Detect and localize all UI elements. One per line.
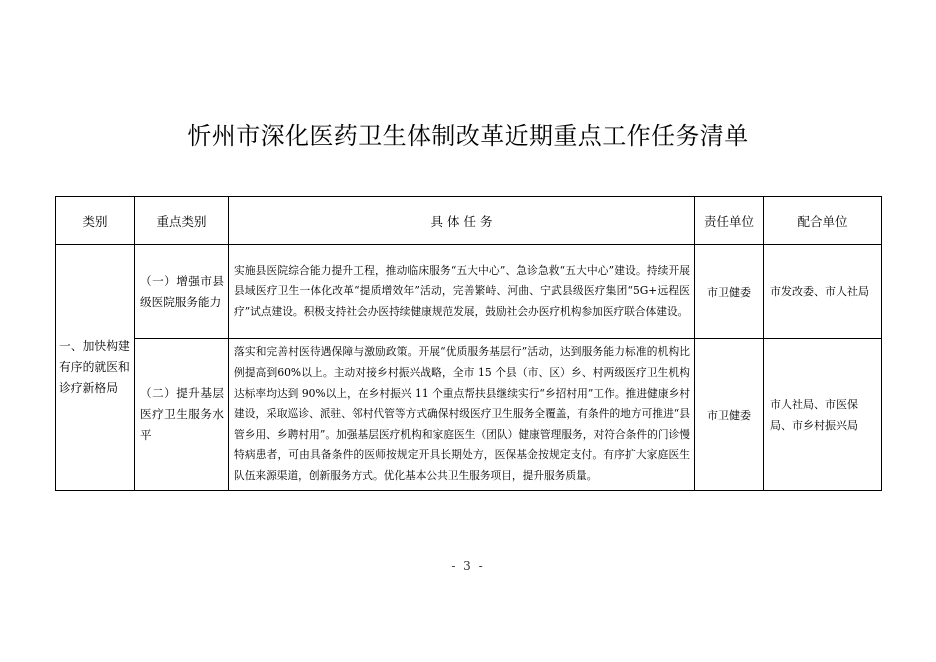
task-table [55,196,882,491]
responsible-text: 市卫健委 [707,408,751,422]
focus-text: （一）增强市县级医院服务能力 [140,273,224,309]
task-text: 实施县医院综合能力提升工程，推动临床服务“五大中心”、急诊急救“五大中心”建设。持续开展县域医疗卫生一体化改革“提质增效年”活动，完善繁峙、河曲、宁武县级医疗集团“5G+远程医疗”试点建设。积极支持社会办医持续健康规范发展，鼓励社会办医疗机构参加医疗联合体建设。 [234,263,690,318]
focus-cell [135,245,229,339]
category-cell [56,245,135,491]
task-cell [229,339,695,491]
header-focus: 重点类别 [135,197,229,245]
responsible-cell [695,245,764,339]
table-row [56,245,882,339]
header-responsible: 责任单位 [695,197,764,245]
responsible-cell [695,339,764,491]
header-task: 具 体 任 务 [229,197,695,245]
table-row [56,339,882,491]
task-cell [229,245,695,339]
header-category: 类别 [56,197,135,245]
page-title: 忻州市深化医药卫生体制改革近期重点工作任务清单 [187,122,749,150]
cooperating-text: 市人社局、市医保局、市乡村振兴局 [770,397,858,432]
header-cooperating: 配合单位 [764,197,882,245]
task-text: 落实和完善村医待遇保障与激励政策。开展“优质服务基层行”活动，达到服务能力标准的机构比例提高到60%以上。主动对接乡村振兴战略，全市 15 个县（市、区）乡、村两级医疗卫生机构达标率均达到 90%以上，在乡村振兴 11 个重点帮扶县继续实行“乡招村用”工作。推进健康乡村建设，采取巡诊、派驻、邻村代管等方式确保村级医疗卫生服务全覆盖，有条件的地方可推进“县管乡用、乡聘村用”。加强基层医疗机构和家庭医生（团队）健康管理服务，对符合条件的门诊慢特病患者，可由具备条件的医师按规定开具长期处方，医保基金按规定支付。有序扩大家庭医生队伍来源渠道，创新服务方式。优化基本公共卫生服务项目，提升服务质量。 [234,345,690,482]
page-number: - 3 - [451,559,485,573]
focus-cell [135,339,229,491]
cooperating-cell [764,339,882,491]
cooperating-cell [764,245,882,339]
responsible-text: 市卫健委 [707,285,751,299]
category-text: 一、加快构建有序的就医和诊疗新格局 [59,339,130,395]
focus-text: （二）提升基层医疗卫生服务水平 [140,386,224,442]
table-header-row [56,197,882,245]
cooperating-text: 市发改委、市人社局 [770,285,869,298]
